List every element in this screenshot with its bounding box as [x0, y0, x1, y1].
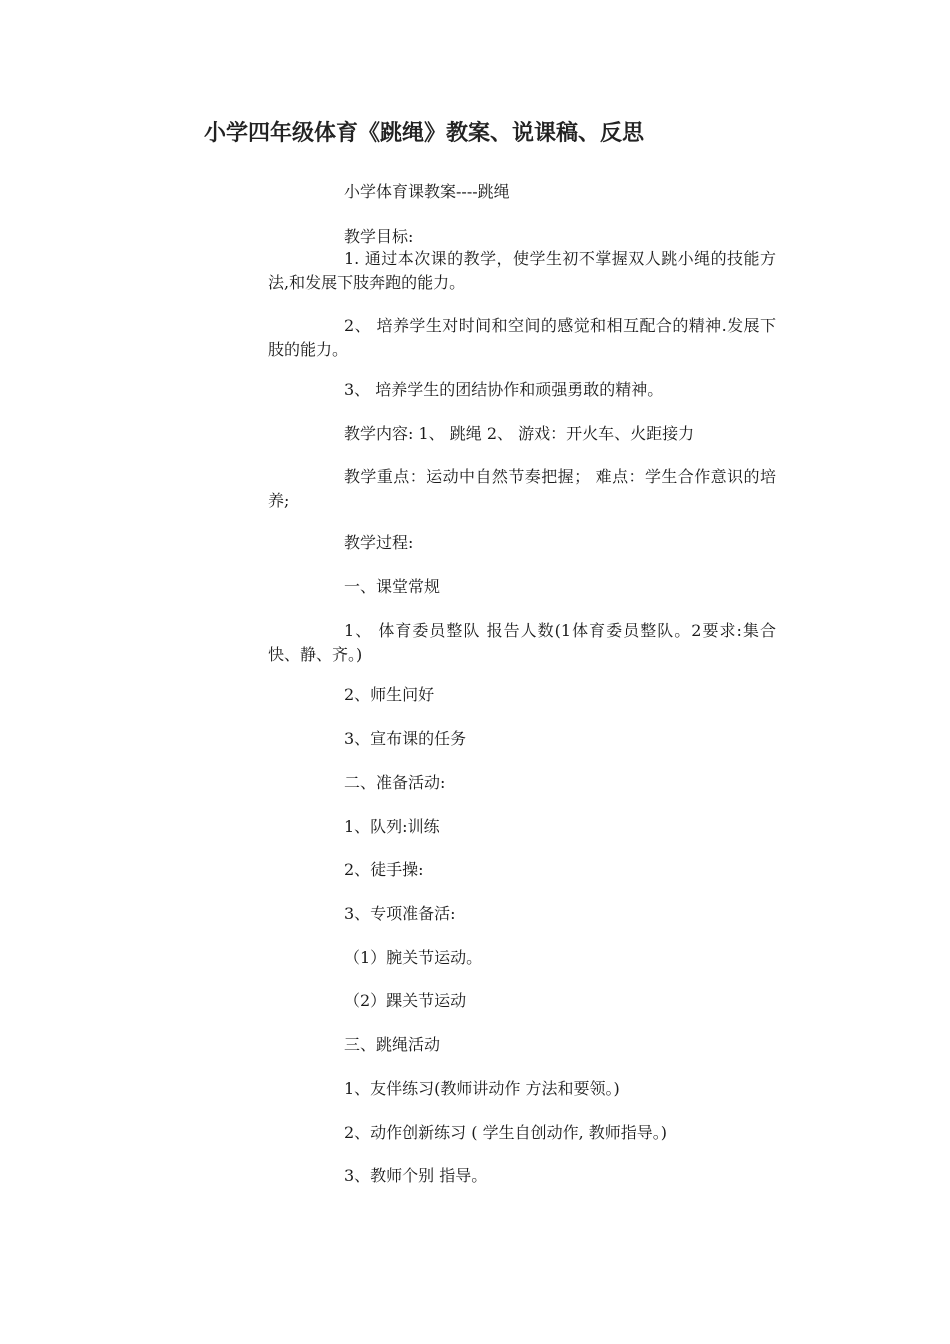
section-2-item-1: 1、队列:训练 — [344, 817, 440, 836]
lesson-plan-heading: 小学体育课教案----跳绳 — [344, 182, 510, 201]
process-label: 教学过程: — [344, 533, 414, 552]
section-2-sub-2: （2）踝关节运动 — [344, 991, 467, 1010]
document-title: 小学四年级体育《跳绳》教案、说课稿、反思 — [204, 121, 645, 146]
section-2-item-3: 3、专项准备活: — [344, 904, 456, 923]
section-1-item-2: 2、师生问好 — [344, 685, 435, 704]
objective-2: 2、 培养学生对时间和空间的感觉和相互配合的精神.发展下肢的能力。 — [268, 316, 776, 359]
section-3-item-2: 2、动作创新练习 ( 学生自创动作, 教师指导。) — [344, 1123, 668, 1142]
section-1-heading: 一、课堂常规 — [344, 577, 441, 596]
section-2-heading: 二、准备活动: — [344, 773, 446, 792]
teaching-content: 教学内容: 1、 跳绳 2、 游戏：开火车、火距接力 — [344, 424, 695, 443]
section-1-item-3: 3、宣布课的任务 — [344, 729, 467, 748]
section-2-sub-1: （1）腕关节运动。 — [344, 948, 483, 967]
section-1-item-1: 1、 体育委员整队 报告人数(1体育委员整队。2要求:集合快、静、齐。) — [268, 621, 776, 664]
objective-1: 1. 通过本次课的教学，使学生初不掌握双人跳小绳的技能方法,和发展下肢奔跑的能力。 — [268, 249, 776, 292]
objectives-label: 教学目标: — [344, 227, 414, 246]
objective-3: 3、 培养学生的团结协作和顽强勇敢的精神。 — [344, 380, 664, 399]
section-3-item-1: 1、友伴练习(教师讲动作 方法和要领。) — [344, 1079, 620, 1098]
key-points: 教学重点：运动中自然节奏把握； 难点：学生合作意识的培养; — [268, 467, 776, 510]
section-3-item-3: 3、教师个别 指导。 — [344, 1166, 488, 1185]
section-2-item-2: 2、徒手操: — [344, 860, 424, 879]
section-3-heading: 三、跳绳活动 — [344, 1035, 441, 1054]
